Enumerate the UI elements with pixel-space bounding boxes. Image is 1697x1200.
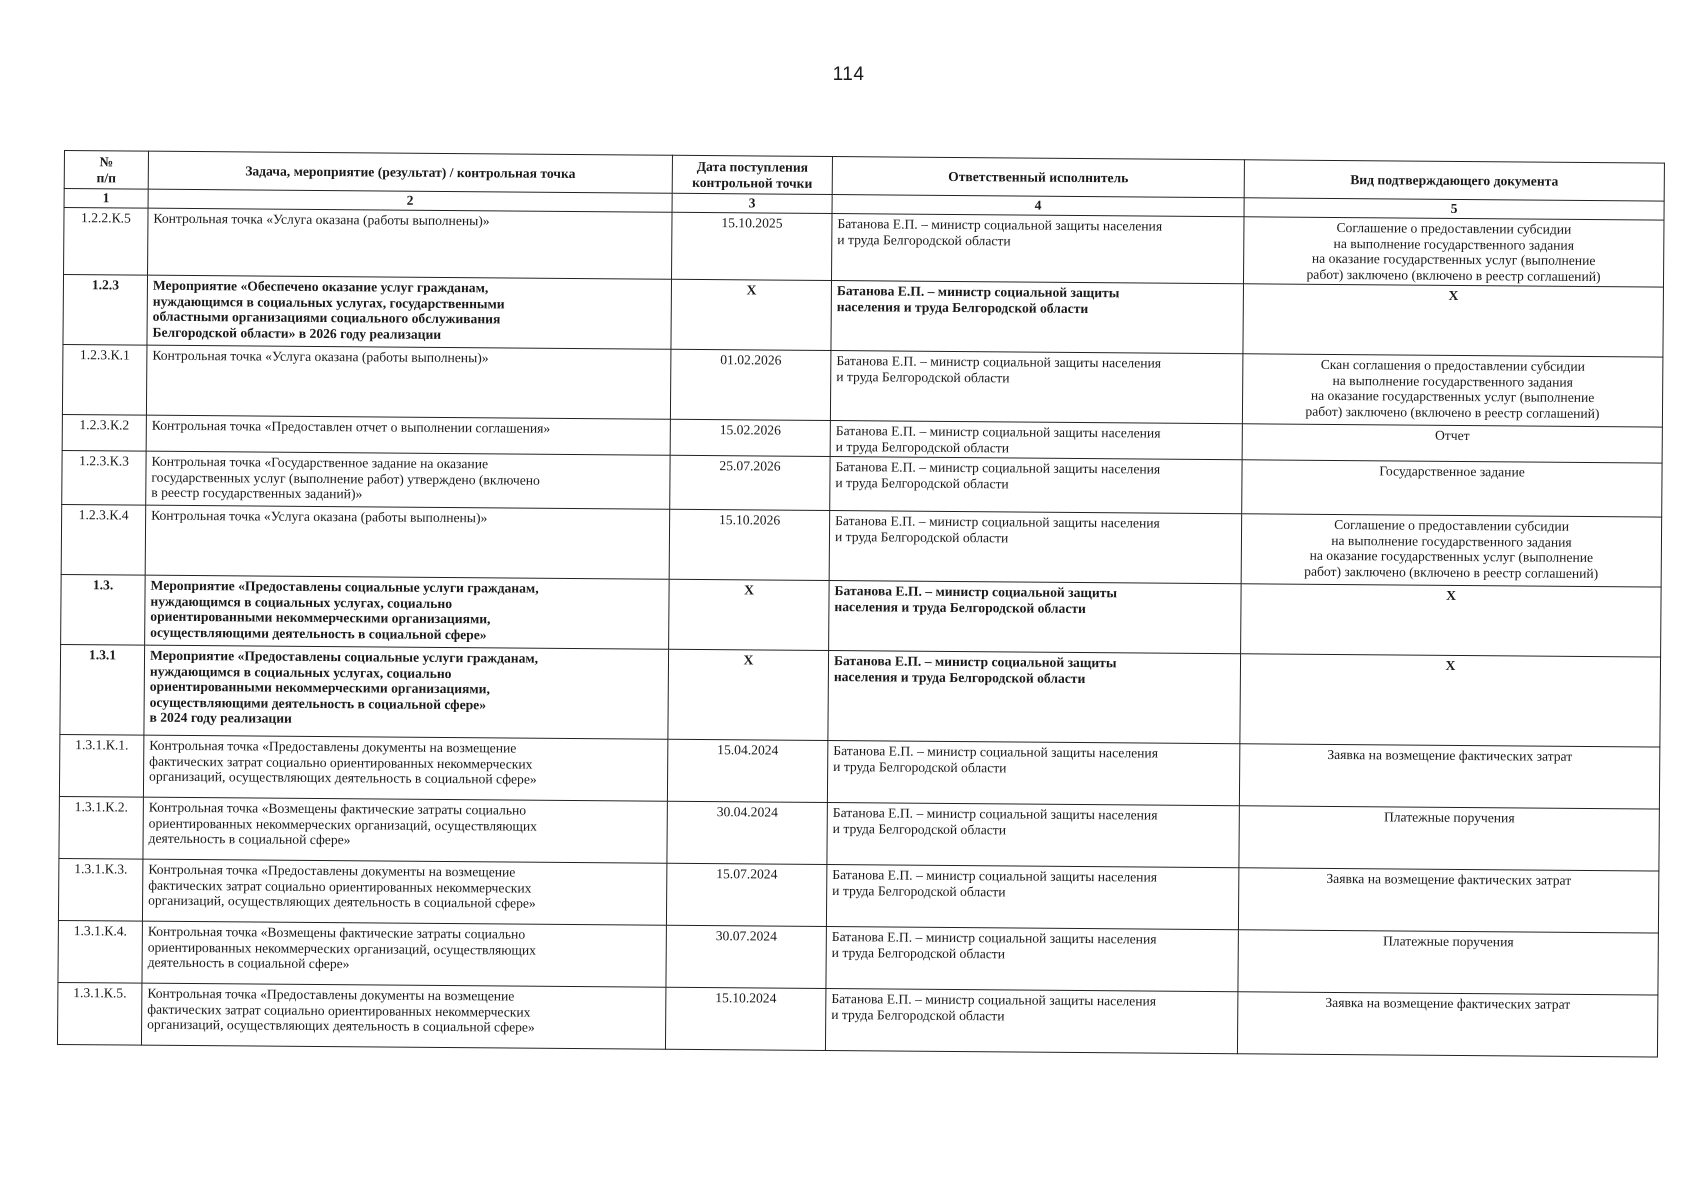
table-row [60, 644, 1661, 747]
row-number: 1.2.3.К.3 [62, 450, 146, 505]
row-executor: Батанова Е.П. – министр социальной защиты населения и труда Белгородской области [825, 989, 1237, 1054]
column-number: 5 [1244, 198, 1664, 220]
row-executor: Батанова Е.П. – министр социальной защиты населения и труда Белгородской области [827, 741, 1239, 806]
row-executor: Батанова Е.П. – министр социальной защиты населения и труда Белгородской области [829, 511, 1242, 584]
row-document: Соглашение о предоставлении субсидии на выполнение государственного задания на оказание государственных услуг (выполнение работ) заключено (включено в реестр соглашений) [1241, 514, 1662, 587]
row-date: 30.07.2024 [666, 925, 826, 988]
row-task: Контрольная точка «Услуга оказана (работы выполнены)» [146, 345, 671, 419]
row-number: 1.3.1.К.2. [59, 796, 143, 859]
row-document [1241, 584, 1662, 657]
row-date [671, 279, 832, 350]
table-row [57, 982, 1657, 1057]
row-task: Мероприятие «Обеспечено оказание услуг гражданам, нуждающимся в социальных услугах, государственными областными организациями социального обслуживания Белгородской области» в 2026 году реализации [147, 275, 672, 349]
row-executor: Батанова Е.П. – министр социальной защиты населения и труда Белгородской области [830, 457, 1242, 514]
row-document: Государственное задание [1242, 460, 1662, 517]
row-executor: Батанова Е.П. – министр социальной защиты населения и труда Белгородской области [828, 651, 1241, 744]
row-document: Соглашение о предоставлении субсидии на выполнение государственного задания на оказание государственных услуг (выполнение работ) заключено (включено в реестр соглашений) [1243, 217, 1664, 287]
row-number: 1.3. [61, 574, 146, 645]
column-number: 4 [832, 195, 1244, 217]
x-mark: Х [1446, 587, 1457, 603]
column-number: 2 [148, 189, 672, 212]
row-date: 15.10.2024 [665, 987, 825, 1050]
row-document: Заявка на возмещение фактических затрат [1237, 992, 1657, 1057]
row-number: 1.2.2.К.5 [64, 208, 149, 276]
row-task: Мероприятие «Предоставлены социальные услуги гражданам, нуждающимся в социальных услугах, социально ориентированными некоммерческими организациями, осуществляющими деятельность в социальной сфере» в 2024 году реализации [144, 645, 669, 739]
row-document: Платежные поручения [1238, 930, 1658, 995]
row-executor: Батанова Е.П. – министр социальной защиты населения и труда Белгородской области [827, 803, 1239, 868]
row-task: Контрольная точка «Предоставлен отчет о выполнении соглашения» [146, 415, 670, 455]
row-task: Контрольная точка «Предоставлены документы на возмещение фактических затрат социально ориентированных некоммерческих организаций, осуществляющих деятельность в социальной сфере» [141, 983, 665, 1049]
x-mark: Х [1445, 657, 1456, 673]
row-date: 15.02.2026 [670, 419, 830, 456]
row-task: Контрольная точка «Предоставлены документы на возмещение фактических затрат социально ориентированных некоммерческих организаций, осуществляющих деятельность в социальной сфере» [142, 859, 666, 925]
row-task: Контрольная точка «Предоставлены документы на возмещение фактических затрат социально ориентированных некоммерческих организаций, осуществляющих деятельность в социальной сфере» [143, 735, 667, 801]
row-date: 01.02.2026 [670, 349, 831, 420]
row-executor: Батанова Е.П. – министр социальной защиты населения и труда Белгородской области [831, 281, 1244, 354]
row-executor: Батанова Е.П. – министр социальной защиты населения и труда Белгородской области [831, 214, 1244, 284]
header-task: Задача, мероприятие (результат) / контрольная точка [148, 151, 672, 193]
row-task: Контрольная точка «Возмещены фактические затраты социально ориентированных некоммерческих организаций, осуществляющих деятельность в социальной сфере» [143, 797, 667, 863]
row-task: Контрольная точка «Услуга оказана (работы выполнены)» [145, 505, 670, 579]
row-number: 1.3.1.К.1. [59, 734, 143, 797]
row-document: Скан соглашения о предоставлении субсидии на выполнение государственного задания на оказание государственных услуг (выполнение работ) заключено (включено в реестр соглашений) [1242, 354, 1663, 427]
row-executor: Батанова Е.П. – министр социальной защиты населения и труда Белгородской области [829, 581, 1242, 654]
table-row [61, 574, 1662, 657]
row-document [1240, 654, 1661, 747]
row-executor: Батанова Е.П. – министр социальной защиты населения и труда Белгородской области [830, 421, 1242, 460]
row-number: 1.3.1.К.3. [58, 858, 142, 921]
row-date: 25.07.2026 [670, 455, 830, 510]
row-number: 1.2.3.К.1 [62, 344, 147, 415]
control-points-table [57, 150, 1665, 1058]
row-date [669, 579, 830, 650]
row-number: 1.3.1.К.5. [57, 982, 141, 1045]
row-date: 30.04.2024 [667, 801, 827, 864]
row-number: 1.2.3.К.4 [61, 504, 146, 575]
row-number: 1.3.1 [60, 644, 145, 735]
x-mark: Х [1448, 287, 1459, 303]
row-date: 15.10.2025 [672, 212, 833, 280]
x-mark: Х [746, 282, 757, 298]
row-executor: Батанова Е.П. – министр социальной защиты населения и труда Белгородской области [826, 927, 1238, 992]
x-mark: Х [744, 582, 755, 598]
header-executor: Ответственный исполнитель [832, 157, 1244, 198]
header-date: Дата поступления контрольной точки [672, 155, 832, 194]
row-task: Мероприятие «Предоставлены социальные услуги гражданам, нуждающимся в социальных услугах, социально ориентированными некоммерческими организациями, осуществляющими деятельность в социальной сфере» [145, 575, 670, 649]
row-executor: Батанова Е.П. – министр социальной защиты населения и труда Белгородской области [830, 351, 1243, 424]
row-number: 1.3.1.К.4. [58, 920, 142, 983]
table-row [62, 344, 1663, 427]
table-row [64, 208, 1664, 288]
row-number: 1.2.3 [63, 275, 148, 346]
row-date: 15.07.2024 [666, 863, 826, 926]
header-doc: Вид подтверждающего документа [1244, 160, 1664, 201]
row-document: Отчет [1242, 424, 1662, 463]
row-document: Заявка на возмещение фактических затрат [1239, 744, 1659, 809]
row-date [668, 649, 829, 740]
row-executor: Батанова Е.П. – министр социальной защиты населения и труда Белгородской области [826, 865, 1238, 930]
row-date: 15.04.2024 [667, 739, 827, 802]
x-mark: Х [743, 652, 754, 668]
row-document: Заявка на возмещение фактических затрат [1238, 868, 1658, 933]
row-task: Контрольная точка «Возмещены фактические затраты социально ориентированных некоммерческих организаций, осуществляющих деятельность в социальной сфере» [142, 921, 666, 987]
row-date: 15.10.2026 [669, 509, 830, 580]
row-number: 1.2.3.К.2 [62, 414, 146, 451]
row-task: Контрольная точка «Услуга оказана (работы выполнены)» [148, 208, 673, 279]
row-document [1243, 284, 1664, 357]
page-number: 114 [832, 64, 865, 85]
row-document: Платежные поручения [1239, 806, 1659, 871]
header-num: № п/п [64, 151, 148, 190]
column-number: 3 [672, 193, 832, 213]
row-task: Контрольная точка «Государственное задание на оказание государственных услуг (выполнение работ) утверждено (включено в реестр государственных заданий)» [146, 451, 670, 509]
column-number: 1 [64, 189, 148, 209]
table-row [61, 504, 1662, 587]
table-row [63, 275, 1664, 358]
